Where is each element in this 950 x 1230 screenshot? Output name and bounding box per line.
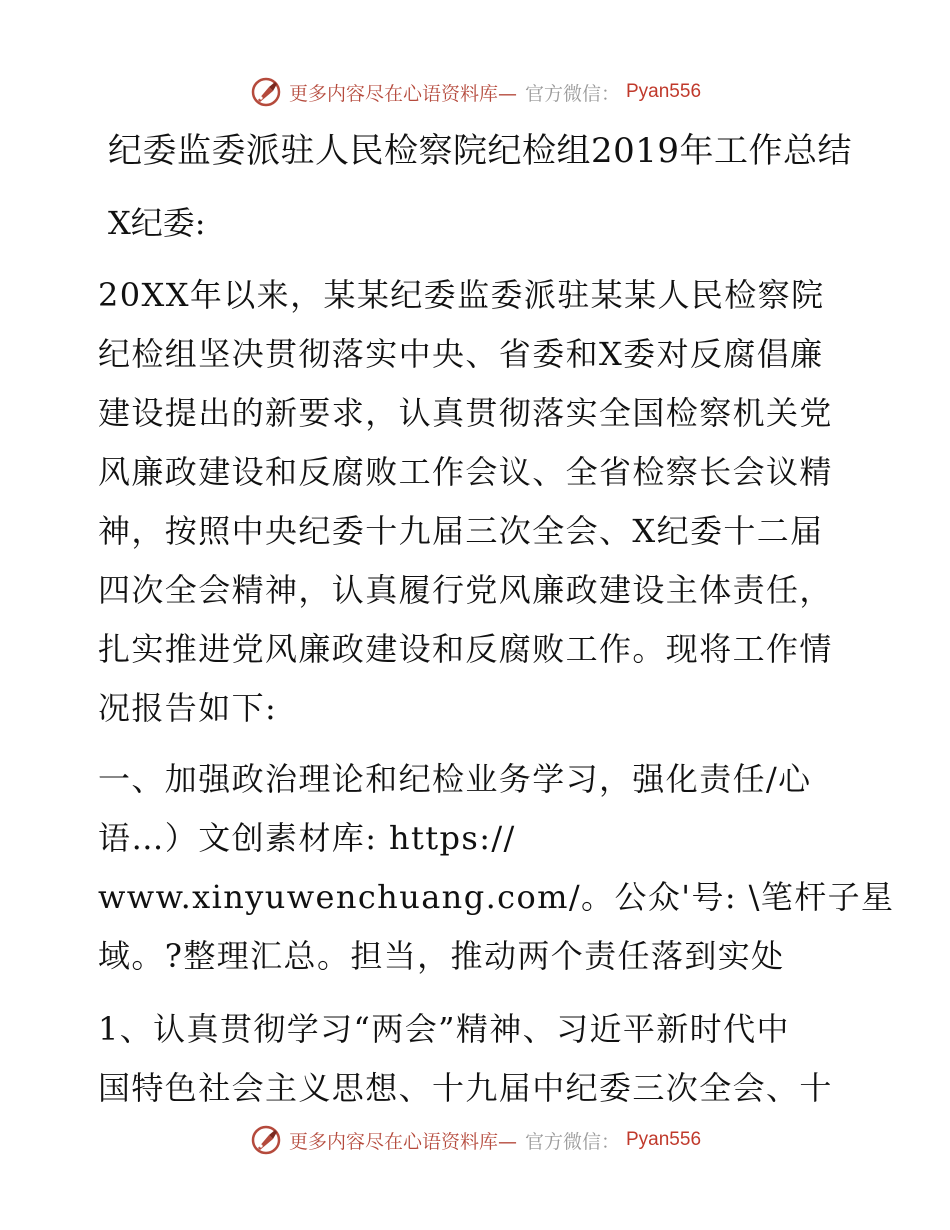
banner-wechat-id: Pyan556: [626, 1129, 702, 1150]
paragraph-line: 语…）文创素材库: https://: [98, 819, 516, 857]
paragraph-intro: [98, 266, 858, 738]
paragraph-line: 况报告如下:: [98, 689, 278, 727]
paragraph-line: 一、加强政治理论和纪检业务学习，强化责任/心: [98, 760, 812, 798]
pen-nib-logo-icon: [249, 75, 283, 109]
paragraph-section-one: [98, 750, 895, 986]
footer-watermark-banner: [0, 1120, 950, 1160]
banner-wechat-label: 官方微信：: [524, 82, 620, 105]
banner-text: 更多内容尽在心语资料库—: [288, 1130, 517, 1153]
header-watermark-banner: [0, 72, 950, 112]
paragraph-line: 风廉政建设和反腐败工作会议、全省检察长会议精: [98, 453, 833, 491]
paragraph-line: 国特色社会主义思想、十九届中纪委三次全会、十: [98, 1069, 833, 1107]
document-title: 纪委监委派驻人民检察院纪检组2019年工作总结: [108, 131, 853, 171]
paragraph-line: 四次全会精神，认真履行党风廉政建设主体责任，: [98, 571, 833, 609]
paragraph-line: 20XX年以来，某某纪委监委派驻某某人民检察院: [98, 276, 825, 314]
salutation: X纪委:: [108, 204, 206, 242]
paragraph-line: www.xinyuwenchuang.com/。公众'号: \笔杆子星: [98, 878, 895, 916]
pen-nib-logo-icon: [249, 1123, 283, 1157]
banner-wechat-label: 官方微信：: [524, 1130, 620, 1153]
banner-wechat-id: Pyan556: [626, 81, 702, 102]
paragraph-item-one: [98, 1000, 858, 1118]
paragraph-line: 神，按照中央纪委十九届三次全会、X纪委十二届: [98, 512, 824, 550]
paragraph-line: 建设提出的新要求，认真贯彻落实全国检察机关党: [98, 394, 833, 432]
paragraph-line: 1、认真贯彻学习“两会”精神、习近平新时代中: [98, 1010, 790, 1048]
paragraph-line: 纪检组坚决贯彻落实中央、省委和X委对反腐倡廉: [98, 335, 824, 373]
banner-text: 更多内容尽在心语资料库—: [288, 82, 517, 105]
paragraph-line: 域。?整理汇总。担当，推动两个责任落到实处: [98, 937, 785, 975]
paragraph-line: 扎实推进党风廉政建设和反腐败工作。现将工作情: [98, 630, 833, 668]
